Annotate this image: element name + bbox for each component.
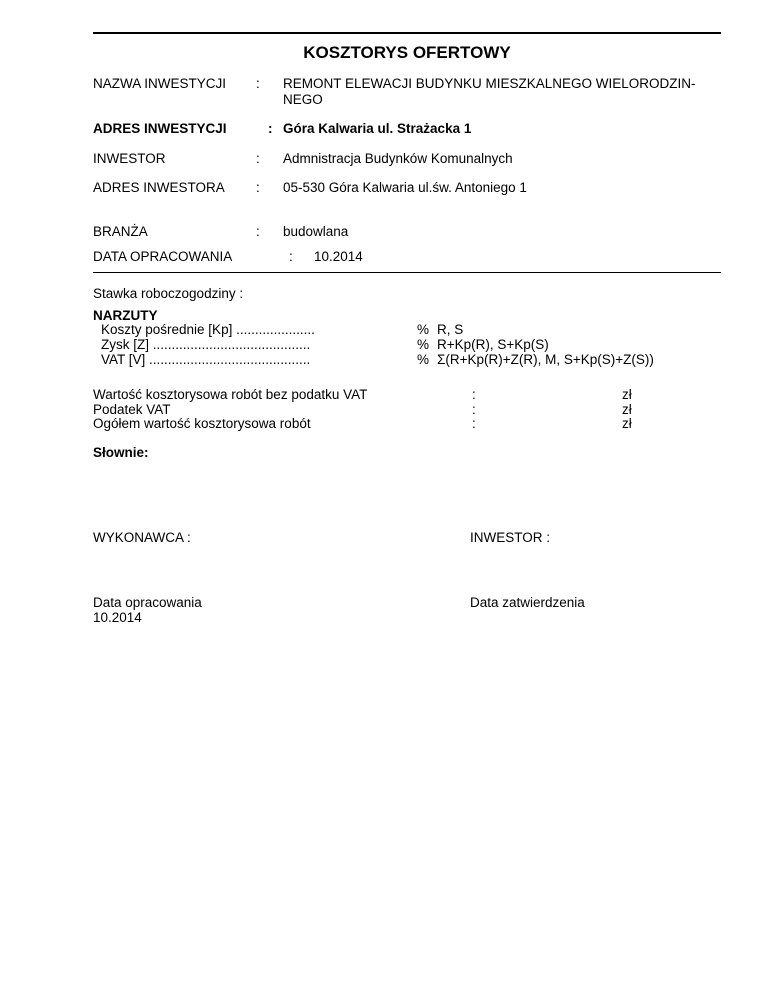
data-sep: : <box>289 249 293 264</box>
wartosc-label: Podatek VAT <box>93 402 171 417</box>
wartosc-unit: zł <box>622 416 632 431</box>
narzuty-heading: NARZUTY <box>93 308 158 323</box>
nazwa-value: REMONT ELEWACJI BUDYNKU MIESZKALNEGO WIELORODZIN- <box>283 76 696 91</box>
narzut-label: Koszty pośrednie [Kp] ..................... <box>101 322 315 337</box>
adres-inwestora-value: 05-530 Góra Kalwaria ul.św. Antoniego 1 <box>283 180 527 195</box>
branza-label: BRANŻA <box>93 224 148 239</box>
wartosc-label: Wartość kosztorysowa robót bez podatku VAT <box>93 387 368 402</box>
narzut-basis: R, S <box>437 322 464 337</box>
wartosc-unit: zł <box>622 387 632 402</box>
top-rule <box>93 32 721 34</box>
narzut-basis: R+Kp(R), S+Kp(S) <box>437 337 549 352</box>
wartosc-sep: : <box>472 416 476 431</box>
narzut-pct: % <box>417 352 430 367</box>
nazwa-sep: : <box>256 76 260 91</box>
stawka-label: Stawka roboczogodziny : <box>93 286 244 301</box>
adres-inwestora-label: ADRES INWESTORA <box>93 180 225 195</box>
data-zatwierdzenia-label: Data zatwierdzenia <box>470 595 585 610</box>
branza-value: budowlana <box>283 224 349 239</box>
slownie-label: Słownie: <box>93 445 149 460</box>
inwestor-signature-label: INWESTOR : <box>470 530 551 545</box>
data-value: 10.2014 <box>314 249 363 264</box>
wykonawca-label: WYKONAWCA : <box>93 530 191 545</box>
nazwa-label: NAZWA INWESTYCJI <box>93 76 227 91</box>
wartosc-sep: : <box>472 387 476 402</box>
data-opracowania-label: Data opracowania <box>93 595 202 610</box>
adres-inwestora-sep: : <box>256 180 260 195</box>
narzut-pct: % <box>417 322 430 337</box>
document-title: KOSZTORYS OFERTOWY <box>303 43 511 62</box>
nazwa-value-cont: NEGO <box>283 92 323 107</box>
adres-sep: : <box>268 121 273 136</box>
adres-label: ADRES INWESTYCJI <box>93 121 227 136</box>
inwestor-sep: : <box>256 151 260 166</box>
inwestor-label: INWESTOR <box>93 151 166 166</box>
wartosc-sep: : <box>472 402 476 417</box>
data-opracowania-value: 10.2014 <box>93 610 142 625</box>
narzut-label: VAT [V] ........................................... <box>101 352 311 367</box>
middle-rule <box>93 272 721 273</box>
data-label: DATA OPRACOWANIA <box>93 249 233 264</box>
adres-value: Góra Kalwaria ul. Strażacka 1 <box>283 121 472 136</box>
narzut-label: Zysk [Z] .......................................... <box>101 337 311 352</box>
wartosc-unit: zł <box>622 402 632 417</box>
inwestor-value: Admnistracja Budynków Komunalnych <box>283 151 513 166</box>
narzut-basis: Σ(R+Kp(R)+Z(R), M, S+Kp(S)+Z(S)) <box>437 352 654 367</box>
branza-sep: : <box>256 224 260 239</box>
narzut-pct: % <box>417 337 430 352</box>
wartosc-label: Ogółem wartość kosztorysowa robót <box>93 416 311 431</box>
